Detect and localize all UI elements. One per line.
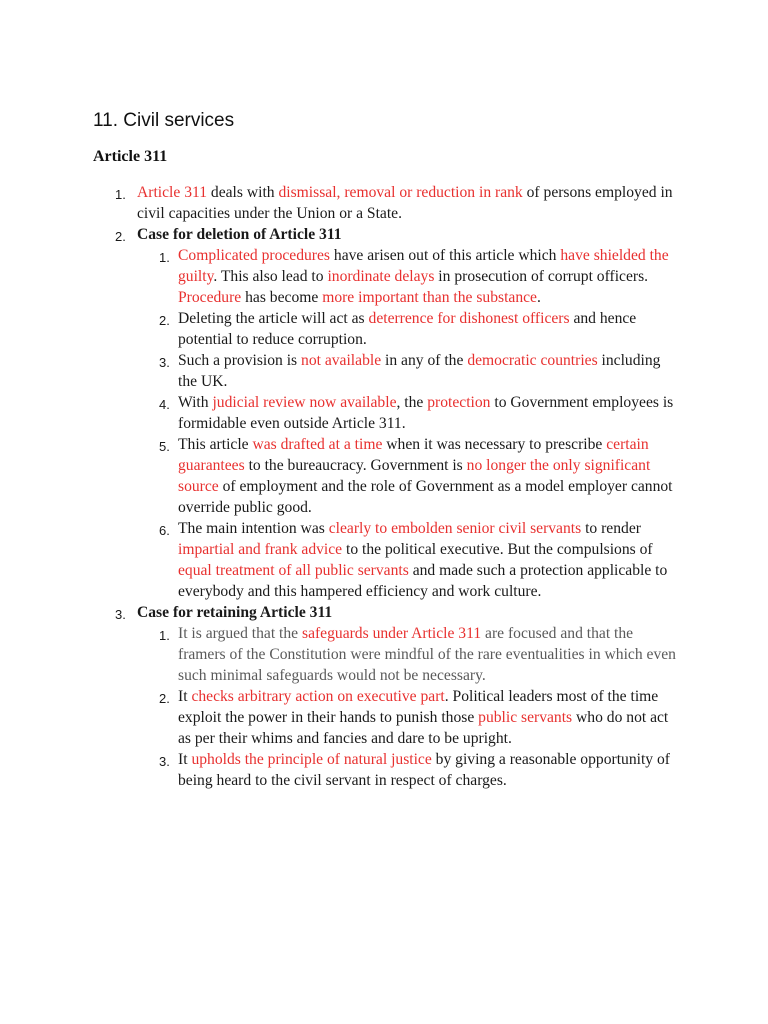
highlighted-text: dismissal, removal or reduction in rank: [278, 184, 523, 201]
section-title: 11. Civil services: [93, 110, 235, 131]
sub-list-item: [137, 245, 683, 308]
list-item: [93, 224, 683, 602]
body-text: .: [536, 289, 541, 306]
sub-list-item: [137, 392, 683, 434]
highlighted-text: deterrence for dishonest officers: [368, 310, 570, 327]
body-text: deals with: [207, 184, 279, 201]
body-text: and made such a protection applicable to everybody and this hampered efficiency and work culture.: [178, 562, 668, 600]
sub-list: [137, 623, 683, 791]
body-text: to render: [581, 520, 641, 537]
sub-list-item: [137, 686, 683, 749]
highlighted-text: upholds the principle of natural justice: [191, 751, 432, 768]
body-text: of persons employed in civil capacities under the Union or a State.: [137, 184, 673, 222]
paragraph: [178, 518, 683, 602]
paragraph: [178, 749, 683, 791]
highlighted-text: clearly to embolden senior civil servants: [328, 520, 582, 537]
sub-list-item: [137, 623, 683, 686]
item-number: 2.: [115, 229, 126, 244]
item-number: 1.: [115, 187, 126, 202]
highlighted-text: Article 311: [137, 184, 208, 201]
sub-list-item: [137, 749, 683, 791]
paragraph: [178, 245, 683, 308]
list-item: [93, 602, 683, 791]
highlighted-text: certain guarantees: [178, 436, 649, 474]
highlighted-text: was drafted at a time: [252, 436, 383, 453]
highlighted-text: no longer the only significant source: [178, 457, 651, 495]
body-text: to the bureaucracy. Government is: [244, 457, 467, 474]
block-heading: Case for retaining Article 311: [137, 604, 333, 621]
sub-item-number: 6.: [159, 523, 170, 538]
body-text: are focused and that the framers of the Constitution were mindful of the rare eventualities in which even such minimal safeguards would not be necessary.: [178, 625, 676, 684]
paragraph: [178, 392, 683, 434]
sub-item-number: 3.: [159, 754, 170, 769]
article-heading: Article 311: [93, 148, 168, 165]
sub-item-number: 2.: [159, 313, 170, 328]
body-text: It is argued that the: [178, 625, 302, 642]
sub-item-number: 1.: [159, 250, 170, 265]
sub-item-number: 5.: [159, 439, 170, 454]
body-text: , the: [396, 394, 428, 411]
body-text: has become: [241, 289, 323, 306]
body-text: . Political leaders most of the time exploit the power in their hands to punish those: [178, 688, 659, 726]
item-number: 3.: [115, 607, 126, 622]
highlighted-text: impartial and frank advice: [178, 541, 343, 558]
body-text: to the political executive. But the compulsions of: [342, 541, 653, 558]
sub-item-number: 2.: [159, 691, 170, 706]
highlighted-text: judicial review now available: [212, 394, 397, 411]
paragraph: [178, 623, 683, 686]
body-text: It: [178, 688, 192, 705]
highlighted-text: inordinate delays: [327, 268, 435, 285]
highlighted-text: Complicated procedures: [178, 247, 330, 264]
body-text: Such a provision is: [178, 352, 302, 369]
sub-item-number: 1.: [159, 628, 170, 643]
body-text: It: [178, 751, 192, 768]
body-text: . This also lead to: [213, 268, 328, 285]
paragraph: [178, 434, 683, 518]
body-text: The main intention was: [178, 520, 329, 537]
paragraph: [178, 308, 683, 350]
body-text: This article: [178, 436, 253, 453]
body-text: to Government employees is formidable even outside Article 311.: [178, 394, 674, 432]
highlighted-text: Procedure: [178, 289, 242, 306]
highlighted-text: not available: [301, 352, 382, 369]
highlighted-text: protection: [427, 394, 491, 411]
paragraph: [178, 350, 683, 392]
highlighted-text: public servants: [478, 709, 573, 726]
sub-list-item: [137, 434, 683, 518]
highlighted-text: equal treatment of all public servants: [178, 562, 409, 579]
highlighted-text: safeguards under Article 311: [302, 625, 482, 642]
sub-list-item: [137, 350, 683, 392]
highlighted-text: have shielded the guilty: [178, 247, 669, 285]
outline-list: [93, 182, 683, 791]
body-text: With: [178, 394, 213, 411]
paragraph: [137, 182, 683, 224]
body-text: Deleting the article will act as: [178, 310, 369, 327]
body-text: including the UK.: [178, 352, 661, 390]
body-text: when it was necessary to prescribe: [382, 436, 607, 453]
paragraph: [178, 686, 683, 749]
sub-item-number: 3.: [159, 355, 170, 370]
body-text: in any of the: [381, 352, 468, 369]
body-text: in prosecution of corrupt officers.: [434, 268, 649, 285]
body-text: of employment and the role of Government as a model employer cannot override public good.: [178, 478, 673, 516]
sub-list-item: [137, 518, 683, 602]
body-text: who do not act as per their whims and fancies and dare to be upright.: [178, 709, 669, 747]
body-text: have arisen out of this article which: [330, 247, 561, 264]
block-heading: Case for deletion of Article 311: [137, 226, 342, 243]
sub-list-item: [137, 308, 683, 350]
body-text: and hence potential to reduce corruption.: [178, 310, 637, 348]
sub-list: [137, 245, 683, 602]
highlighted-text: more important than the substance: [322, 289, 537, 306]
body-text: by giving a reasonable opportunity of being heard to the civil servant in respect of charges.: [178, 751, 670, 789]
list-item: [93, 182, 683, 224]
sub-item-number: 4.: [159, 397, 170, 412]
highlighted-text: checks arbitrary action on executive part: [191, 688, 445, 705]
highlighted-text: democratic countries: [467, 352, 598, 369]
